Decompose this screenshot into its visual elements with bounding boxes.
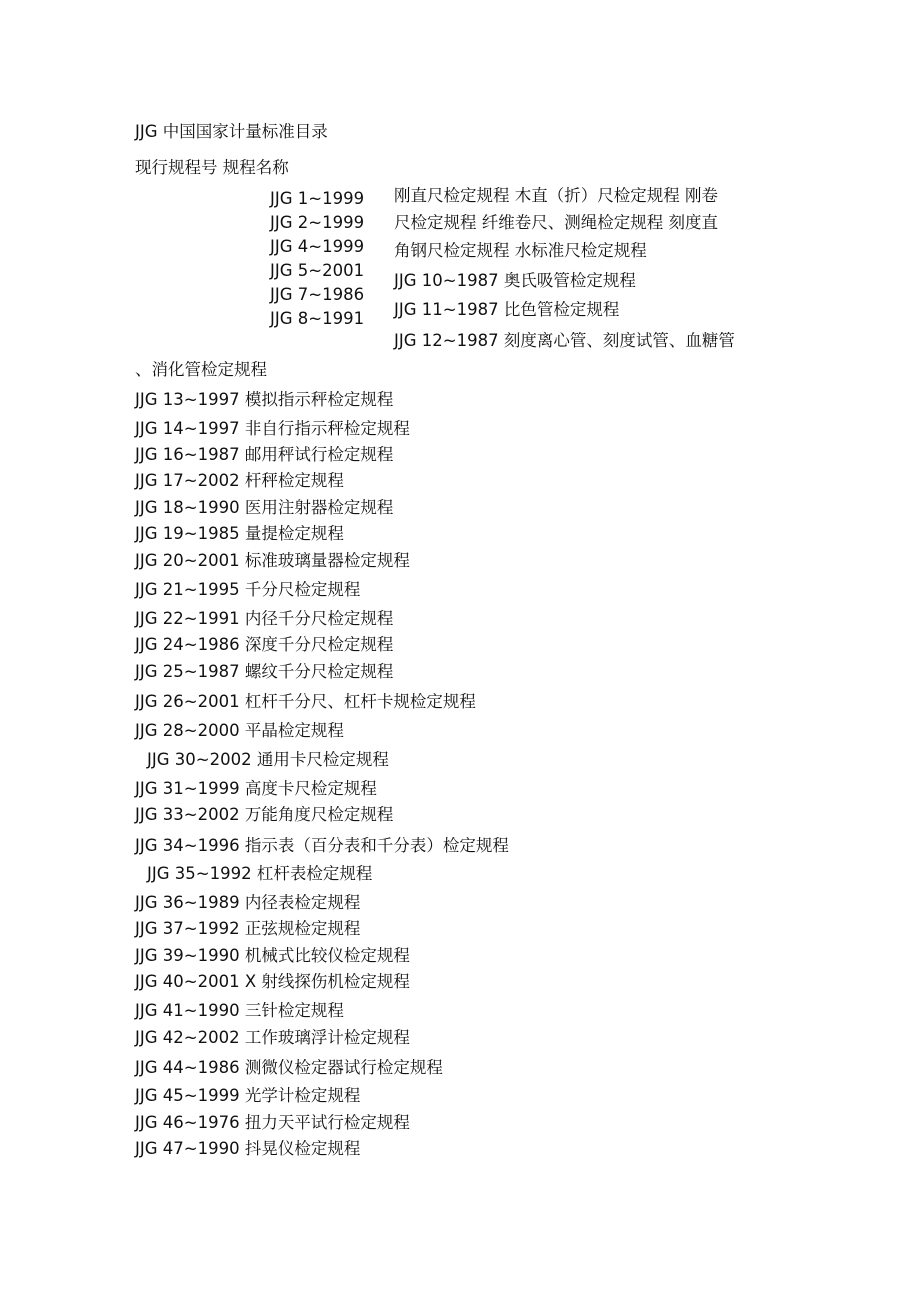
code-item: JJG 2~1999 bbox=[270, 213, 365, 232]
list-item: JJG 33~2002 万能角度尺检定规程 bbox=[135, 805, 394, 824]
list-item: JJG 35~1992 杠杆表检定规程 bbox=[147, 864, 373, 883]
list-item: JJG 37~1992 正弦规检定规程 bbox=[135, 919, 361, 938]
list-item: JJG 22~1991 内径千分尺检定规程 bbox=[135, 609, 394, 628]
list-item: JJG 21~1995 千分尺检定规程 bbox=[135, 580, 361, 599]
list-item: JJG 40~2001 X 射线探伤机检定规程 bbox=[135, 972, 410, 991]
list-item: JJG 25~1987 螺纹千分尺检定规程 bbox=[135, 662, 394, 681]
list-item: JJG 34~1996 指示表（百分表和千分表）检定规程 bbox=[135, 836, 509, 855]
name-line: JJG 11~1987 比色管检定规程 bbox=[394, 300, 620, 319]
code-item: JJG 7~1986 bbox=[270, 285, 365, 304]
code-item: JJG 5~2001 bbox=[270, 261, 365, 280]
name-line: JJG 12~1987 刻度离心管、刻度试管、血糖管 bbox=[394, 331, 735, 350]
code-column bbox=[270, 187, 364, 331]
list-item: JJG 18~1990 医用注射器检定规程 bbox=[135, 498, 394, 517]
name-line: JJG 10~1987 奥氏吸管检定规程 bbox=[394, 271, 636, 290]
list-item: JJG 47~1990 抖晃仪检定规程 bbox=[135, 1139, 361, 1158]
list-item: JJG 16~1987 邮用秤试行检定规程 bbox=[135, 445, 394, 464]
list-item: JJG 13~1997 模拟指示秤检定规程 bbox=[135, 390, 394, 409]
list-item: JJG 20~2001 标准玻璃量器检定规程 bbox=[135, 551, 410, 570]
list-item: JJG 42~2002 工作玻璃浮计检定规程 bbox=[135, 1028, 410, 1047]
list-item: JJG 31~1999 高度卡尺检定规程 bbox=[135, 779, 377, 798]
list-item: JJG 30~2002 通用卡尺检定规程 bbox=[147, 750, 389, 769]
column-header: 现行规程号 规程名称 bbox=[135, 158, 289, 177]
name-line: 角钢尺检定规程 水标准尺检定规程 bbox=[394, 241, 647, 260]
list-item: JJG 17~2002 杆秤检定规程 bbox=[135, 471, 344, 490]
list-item: JJG 14~1997 非自行指示秤检定规程 bbox=[135, 419, 410, 438]
code-item: JJG 1~1999 bbox=[270, 189, 365, 208]
name-line: 尺检定规程 纤维卷尺、测绳检定规程 刻度直 bbox=[394, 213, 718, 232]
list-item: JJG 45~1999 光学计检定规程 bbox=[135, 1086, 361, 1105]
list-item: JJG 44~1986 测微仪检定器试行检定规程 bbox=[135, 1058, 443, 1077]
list-item: JJG 24~1986 深度千分尺检定规程 bbox=[135, 635, 394, 654]
list-item: JJG 28~2000 平晶检定规程 bbox=[135, 721, 344, 740]
list-item: JJG 36~1989 内径表检定规程 bbox=[135, 893, 361, 912]
list-item: JJG 19~1985 量提检定规程 bbox=[135, 524, 344, 543]
name-line: 刚直尺检定规程 木直（折）尺检定规程 刚卷 bbox=[394, 186, 718, 205]
list-item: JJG 41~1990 三针检定规程 bbox=[135, 1001, 344, 1020]
list-item: JJG 39~1990 机械式比较仪检定规程 bbox=[135, 946, 410, 965]
document-title: JJG 中国国家计量标准目录 bbox=[135, 122, 328, 141]
list-item: 、消化管检定规程 bbox=[135, 360, 267, 379]
code-item: JJG 4~1999 bbox=[270, 237, 365, 256]
code-item: JJG 8~1991 bbox=[270, 309, 365, 328]
list-item: JJG 46~1976 扭力天平试行检定规程 bbox=[135, 1113, 410, 1132]
list-item: JJG 26~2001 杠杆千分尺、杠杆卡规检定规程 bbox=[135, 692, 476, 711]
